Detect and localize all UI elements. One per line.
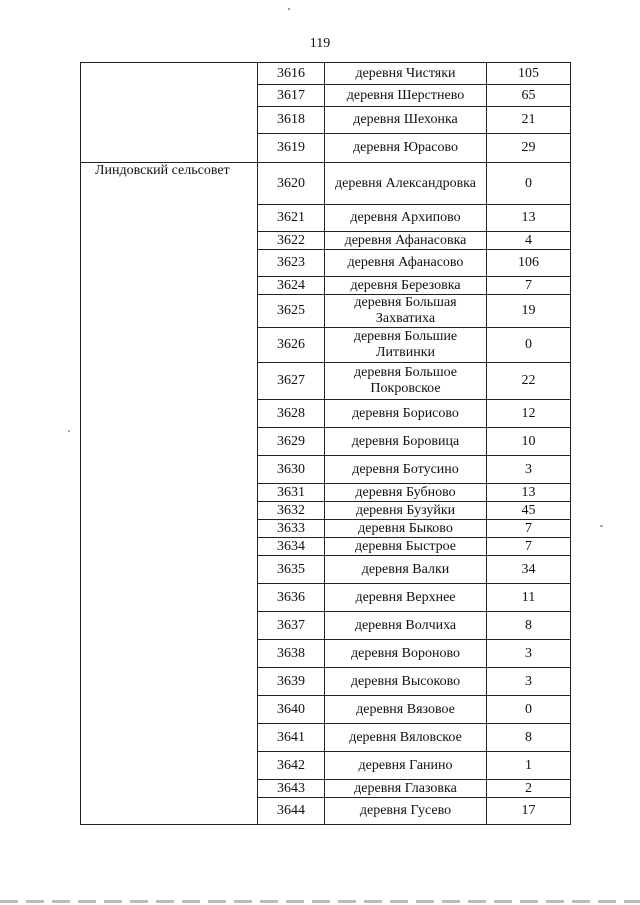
municipality-cell — [81, 456, 258, 484]
code-cell: 3620 — [258, 163, 325, 205]
municipality-cell — [81, 428, 258, 456]
municipality-cell — [81, 520, 258, 538]
population-cell: 11 — [487, 584, 571, 612]
table-row — [81, 584, 571, 612]
population-cell: 10 — [487, 428, 571, 456]
settlement-name-cell: деревня Бубново — [325, 484, 487, 502]
table-row — [81, 520, 571, 538]
code-cell: 3640 — [258, 696, 325, 724]
settlement-name-cell: деревня Боровица — [325, 428, 487, 456]
settlement-name-cell: деревня Архипово — [325, 205, 487, 232]
table-row — [81, 328, 571, 363]
table-row — [81, 668, 571, 696]
settlement-name-cell: деревня Ботусино — [325, 456, 487, 484]
settlement-name-cell: деревня Верхнее — [325, 584, 487, 612]
code-cell: 3626 — [258, 328, 325, 363]
code-cell: 3637 — [258, 612, 325, 640]
population-cell: 106 — [487, 250, 571, 277]
table-row — [81, 363, 571, 400]
population-cell: 45 — [487, 502, 571, 520]
code-cell: 3621 — [258, 205, 325, 232]
municipality-cell — [81, 584, 258, 612]
municipality-cell — [81, 696, 258, 724]
code-cell: 3636 — [258, 584, 325, 612]
population-cell: 8 — [487, 612, 571, 640]
table-row — [81, 780, 571, 798]
settlement-name-cell: деревня Высоково — [325, 668, 487, 696]
municipality-cell — [81, 363, 258, 400]
code-cell: 3632 — [258, 502, 325, 520]
population-cell: 65 — [487, 85, 571, 107]
population-cell: 7 — [487, 520, 571, 538]
population-cell: 1 — [487, 752, 571, 780]
settlement-name-cell: деревня Афанасовка — [325, 232, 487, 250]
settlement-name-cell: деревня Глазовка — [325, 780, 487, 798]
population-cell: 4 — [487, 232, 571, 250]
municipality-cell — [81, 277, 258, 295]
code-cell: 3643 — [258, 780, 325, 798]
table-row — [81, 724, 571, 752]
settlement-name-cell: деревня Бузуйки — [325, 502, 487, 520]
code-cell: 3630 — [258, 456, 325, 484]
municipality-cell: Линдовский сельсовет — [81, 163, 258, 205]
table-row — [81, 134, 571, 163]
table-row — [81, 250, 571, 277]
table-row — [81, 502, 571, 520]
population-cell: 3 — [487, 640, 571, 668]
municipality-cell — [81, 538, 258, 556]
table-row — [81, 752, 571, 780]
table-row — [81, 85, 571, 107]
code-cell: 3629 — [258, 428, 325, 456]
settlement-name-cell: деревня Юрасово — [325, 134, 487, 163]
settlement-name-cell: деревня Александровка — [325, 163, 487, 205]
population-cell: 29 — [487, 134, 571, 163]
settlement-name-cell: деревня Валки — [325, 556, 487, 584]
population-cell: 13 — [487, 205, 571, 232]
scan-edge-marks — [0, 900, 640, 903]
settlement-table-body — [81, 63, 571, 825]
table-row — [81, 163, 571, 205]
population-cell: 34 — [487, 556, 571, 584]
municipality-cell — [81, 63, 258, 85]
settlement-name-cell: деревня Вороново — [325, 640, 487, 668]
scan-speck — [600, 525, 603, 527]
settlement-name-cell: деревня Быстрое — [325, 538, 487, 556]
code-cell: 3641 — [258, 724, 325, 752]
table-row — [81, 612, 571, 640]
settlement-name-cell: деревня Волчиха — [325, 612, 487, 640]
table-row — [81, 295, 571, 328]
population-cell: 0 — [487, 328, 571, 363]
population-cell: 7 — [487, 277, 571, 295]
settlement-name-cell: деревня Большое Покровское — [325, 363, 487, 400]
scan-speck — [288, 8, 290, 10]
code-cell: 3627 — [258, 363, 325, 400]
population-cell: 8 — [487, 724, 571, 752]
table-row — [81, 640, 571, 668]
population-cell: 17 — [487, 798, 571, 825]
code-cell: 3616 — [258, 63, 325, 85]
municipality-cell — [81, 612, 258, 640]
scan-speck — [68, 430, 70, 432]
code-cell: 3625 — [258, 295, 325, 328]
code-cell: 3633 — [258, 520, 325, 538]
settlement-name-cell: деревня Вяловское — [325, 724, 487, 752]
municipality-cell — [81, 780, 258, 798]
code-cell: 3628 — [258, 400, 325, 428]
code-cell: 3638 — [258, 640, 325, 668]
population-cell: 2 — [487, 780, 571, 798]
municipality-cell — [81, 295, 258, 328]
code-cell: 3619 — [258, 134, 325, 163]
code-cell: 3617 — [258, 85, 325, 107]
table-row — [81, 538, 571, 556]
municipality-cell — [81, 798, 258, 825]
settlement-name-cell: деревня Большие Литвинки — [325, 328, 487, 363]
code-cell: 3631 — [258, 484, 325, 502]
population-cell: 21 — [487, 107, 571, 134]
population-cell: 12 — [487, 400, 571, 428]
table-row — [81, 205, 571, 232]
settlement-name-cell: деревня Шерстнево — [325, 85, 487, 107]
code-cell: 3624 — [258, 277, 325, 295]
settlement-name-cell: деревня Шехонка — [325, 107, 487, 134]
population-cell: 3 — [487, 456, 571, 484]
settlement-name-cell: деревня Афанасово — [325, 250, 487, 277]
settlement-table — [80, 62, 571, 825]
table-row — [81, 484, 571, 502]
table-row — [81, 277, 571, 295]
municipality-cell — [81, 484, 258, 502]
table-row — [81, 63, 571, 85]
population-cell: 3 — [487, 668, 571, 696]
population-cell: 0 — [487, 696, 571, 724]
settlement-name-cell: деревня Большая Захватиха — [325, 295, 487, 328]
municipality-cell — [81, 502, 258, 520]
code-cell: 3635 — [258, 556, 325, 584]
population-cell: 22 — [487, 363, 571, 400]
settlement-name-cell: деревня Чистяки — [325, 63, 487, 85]
table-row — [81, 428, 571, 456]
population-cell: 13 — [487, 484, 571, 502]
municipality-cell — [81, 640, 258, 668]
municipality-cell — [81, 668, 258, 696]
code-cell: 3642 — [258, 752, 325, 780]
population-cell: 105 — [487, 63, 571, 85]
municipality-cell — [81, 556, 258, 584]
table-row — [81, 456, 571, 484]
code-cell: 3622 — [258, 232, 325, 250]
code-cell: 3623 — [258, 250, 325, 277]
table-row — [81, 107, 571, 134]
municipality-cell — [81, 134, 258, 163]
table-row — [81, 400, 571, 428]
population-cell: 0 — [487, 163, 571, 205]
table-row — [81, 556, 571, 584]
municipality-cell — [81, 752, 258, 780]
code-cell: 3644 — [258, 798, 325, 825]
settlement-name-cell: деревня Борисово — [325, 400, 487, 428]
table-row — [81, 798, 571, 825]
population-cell: 19 — [487, 295, 571, 328]
table-row — [81, 696, 571, 724]
settlement-name-cell: деревня Ганино — [325, 752, 487, 780]
code-cell: 3639 — [258, 668, 325, 696]
settlement-name-cell: деревня Березовка — [325, 277, 487, 295]
municipality-cell — [81, 724, 258, 752]
municipality-cell — [81, 232, 258, 250]
table-row — [81, 232, 571, 250]
municipality-cell — [81, 328, 258, 363]
settlement-name-cell: деревня Вязовое — [325, 696, 487, 724]
settlement-name-cell: деревня Гусево — [325, 798, 487, 825]
settlement-name-cell: деревня Быково — [325, 520, 487, 538]
population-cell: 7 — [487, 538, 571, 556]
municipality-cell — [81, 250, 258, 277]
code-cell: 3634 — [258, 538, 325, 556]
municipality-cell — [81, 85, 258, 107]
page-number: 119 — [309, 36, 331, 51]
municipality-cell — [81, 205, 258, 232]
municipality-cell — [81, 107, 258, 134]
municipality-cell — [81, 400, 258, 428]
code-cell: 3618 — [258, 107, 325, 134]
